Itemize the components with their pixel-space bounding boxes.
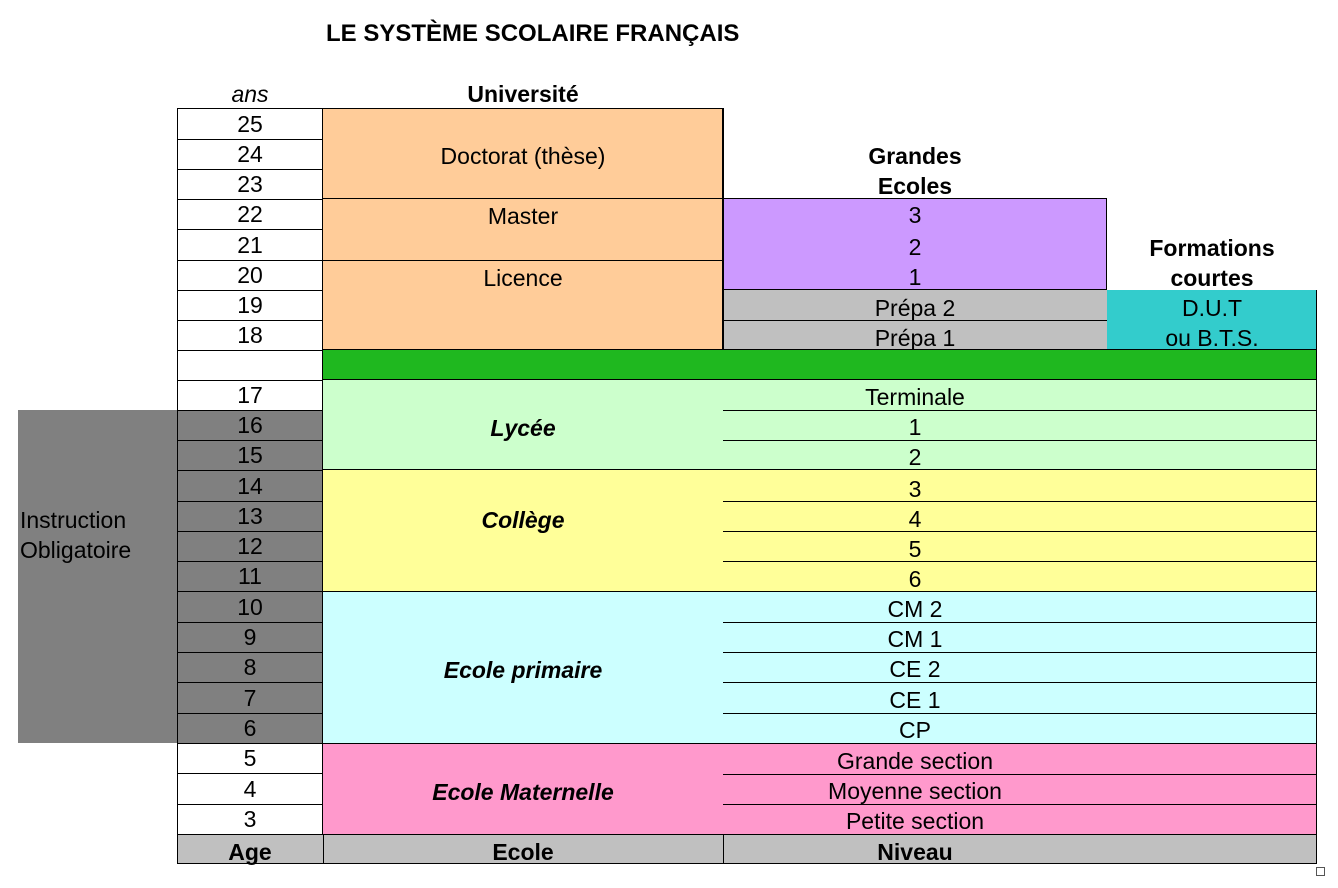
age-cell: 8	[178, 653, 322, 683]
header-ans: ans	[231, 80, 269, 107]
bac-bar	[323, 350, 1317, 380]
prepa2-label: Prépa 2	[874, 294, 956, 321]
age-cell: 10	[178, 592, 322, 623]
niveau-cell: 6	[908, 565, 922, 592]
college-label: Collège	[481, 506, 565, 533]
age-cell: 21	[178, 230, 322, 261]
header-formations-line1: Formations	[1149, 234, 1275, 261]
niveau-cell: CE 2	[889, 655, 941, 682]
resize-handle[interactable]	[1316, 867, 1325, 876]
age-cell: 6	[178, 714, 322, 744]
maternelle-label: Ecole Maternelle	[432, 778, 614, 805]
age-cell: 25	[178, 109, 322, 140]
instruction-label-line1: Instruction	[20, 506, 127, 533]
age-cell: 20	[178, 261, 322, 291]
age-column	[177, 108, 323, 864]
age-cell: 16	[178, 411, 322, 441]
instruction-obligatoire-band	[18, 410, 177, 743]
age-cell: 15	[178, 441, 322, 471]
prepa1-label: Prépa 1	[874, 324, 956, 351]
niveau-cell: 4	[908, 505, 922, 532]
header-formations-line2: courtes	[1170, 264, 1254, 291]
niveau-cell: Grande section	[837, 747, 993, 774]
header-universite: Université	[467, 80, 579, 107]
niveau-cell: Terminale	[865, 383, 965, 410]
age-cell: 22	[178, 200, 322, 230]
niveau-cell: 5	[908, 535, 922, 562]
niveau-cell: CM 2	[887, 595, 943, 622]
age-cell: 4	[178, 774, 322, 805]
grandes-ecoles-year: 3	[908, 201, 922, 228]
footer-niveau: Niveau	[877, 838, 953, 865]
age-cell: 9	[178, 623, 322, 653]
age-cell: 13	[178, 502, 322, 532]
lycee-label: Lycée	[490, 414, 556, 441]
niveau-cell: Moyenne section	[828, 777, 1002, 804]
age-cell: 3	[178, 805, 322, 835]
header-grandes-ecoles-line1: Grandes	[868, 142, 962, 169]
doctorat-label: Doctorat (thèse)	[440, 142, 606, 169]
niveau-cell: CP	[899, 716, 931, 743]
age-cell: 5	[178, 744, 322, 774]
instruction-label-line2: Obligatoire	[20, 536, 132, 563]
footer-ecole: Ecole	[492, 838, 554, 865]
age-cell: 12	[178, 532, 322, 562]
bts-label: ou B.T.S.	[1165, 324, 1259, 351]
niveau-cell: CM 1	[887, 625, 943, 652]
age-cell: 24	[178, 140, 322, 170]
age-cell: 17	[178, 381, 322, 411]
niveau-cell: 2	[908, 443, 922, 470]
dut-label: D.U.T	[1181, 294, 1243, 321]
grandes-ecoles-year: 1	[908, 263, 922, 290]
header-grandes-ecoles-line2: Ecoles	[877, 172, 953, 199]
age-cell: 14	[178, 471, 322, 502]
age-cell: 7	[178, 683, 322, 714]
grandes-ecoles-year: 2	[908, 233, 922, 260]
age-cell: 11	[178, 562, 322, 592]
master-label: Master	[487, 202, 559, 229]
age-cell: 23	[178, 170, 322, 200]
page-title: LE SYSTÈME SCOLAIRE FRANÇAIS	[326, 20, 740, 47]
niveau-cell: Petite section	[845, 807, 985, 834]
niveau-cell: CE 1	[889, 686, 941, 713]
licence-label: Licence	[483, 264, 563, 291]
age-cell-empty	[178, 351, 322, 381]
age-cell: 18	[178, 321, 322, 351]
footer-age: Age	[228, 838, 272, 865]
niveau-cell: 3	[908, 475, 922, 502]
niveau-cell: 1	[908, 413, 922, 440]
primaire-label: Ecole primaire	[443, 656, 603, 683]
age-cell: 19	[178, 291, 322, 321]
